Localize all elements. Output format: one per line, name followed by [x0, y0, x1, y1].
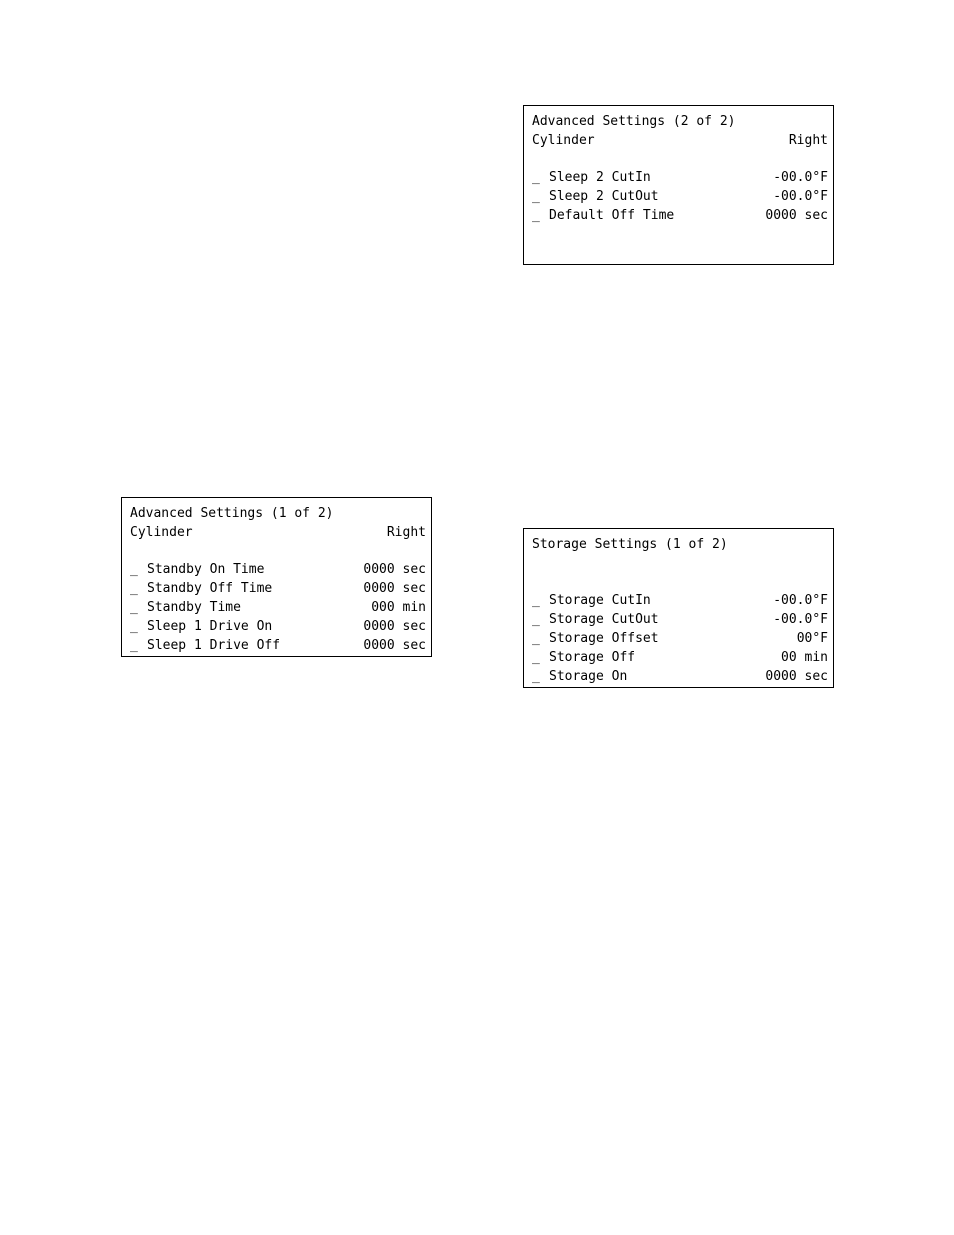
- cursor-marker: _: [532, 650, 540, 665]
- setting-label: Standby Off Time: [147, 581, 273, 596]
- side-value[interactable]: Right: [788, 133, 828, 148]
- setting-value[interactable]: 0000 sec: [363, 619, 426, 634]
- setting-value[interactable]: -00.0°F: [773, 170, 828, 185]
- setting-value[interactable]: 0000 sec: [765, 669, 828, 684]
- setting-row-storage-cutin[interactable]: [532, 591, 828, 610]
- panel-title: Advanced Settings (1 of 2): [130, 506, 334, 521]
- setting-value[interactable]: 00°F: [796, 631, 828, 646]
- setting-label: Sleep 1 Drive On: [147, 619, 273, 634]
- setting-row-storage-off[interactable]: [532, 648, 828, 667]
- setting-row-standby-on-time[interactable]: [130, 560, 426, 579]
- setting-value[interactable]: 00 min: [781, 650, 828, 665]
- setting-row-default-off-time[interactable]: [532, 206, 828, 225]
- advanced-settings-1-panel: [121, 497, 432, 657]
- cylinder-label: Cylinder: [130, 525, 193, 540]
- setting-label: Storage CutIn: [549, 593, 651, 608]
- setting-row-standby-off-time[interactable]: [130, 579, 426, 598]
- cursor-marker: _: [130, 562, 138, 577]
- setting-value[interactable]: 0000 sec: [363, 581, 426, 596]
- cursor-marker: _: [130, 619, 138, 634]
- cursor-marker: _: [532, 189, 540, 204]
- setting-value[interactable]: 0000 sec: [363, 638, 426, 653]
- storage-settings-panel: [523, 528, 834, 688]
- setting-label: Standby On Time: [147, 562, 265, 577]
- setting-label: Sleep 2 CutOut: [549, 189, 659, 204]
- setting-row-storage-cutout[interactable]: [532, 610, 828, 629]
- setting-label: Standby Time: [147, 600, 241, 615]
- setting-label: Sleep 1 Drive Off: [147, 638, 281, 653]
- panel-subheader: [532, 131, 828, 150]
- cursor-marker: _: [532, 631, 540, 646]
- setting-label: Storage Offset: [549, 631, 659, 646]
- cursor-marker: _: [532, 593, 540, 608]
- setting-row-standby-time[interactable]: [130, 598, 426, 617]
- setting-value[interactable]: 0000 sec: [363, 562, 426, 577]
- setting-row-storage-on[interactable]: [532, 667, 828, 686]
- setting-row-sleep-2-cutout[interactable]: [532, 187, 828, 206]
- side-value[interactable]: Right: [386, 525, 426, 540]
- setting-label: Default Off Time: [549, 208, 675, 223]
- cursor-marker: _: [532, 208, 540, 223]
- setting-value[interactable]: 000 min: [371, 600, 426, 615]
- setting-value[interactable]: -00.0°F: [773, 593, 828, 608]
- setting-row-sleep-1-drive-off[interactable]: [130, 636, 426, 655]
- setting-value[interactable]: -00.0°F: [773, 189, 828, 204]
- setting-row-storage-offset[interactable]: [532, 629, 828, 648]
- setting-row-sleep-2-cutin[interactable]: [532, 168, 828, 187]
- setting-value[interactable]: -00.0°F: [773, 612, 828, 627]
- setting-row-sleep-1-drive-on[interactable]: [130, 617, 426, 636]
- cursor-marker: _: [130, 600, 138, 615]
- cylinder-label: Cylinder: [532, 133, 595, 148]
- setting-label: Storage CutOut: [549, 612, 659, 627]
- setting-label: Storage Off: [549, 650, 636, 665]
- panel-subheader: [130, 523, 426, 542]
- cursor-marker: _: [532, 669, 540, 684]
- panel-title: Storage Settings (1 of 2): [532, 537, 728, 552]
- setting-value[interactable]: 0000 sec: [765, 208, 828, 223]
- advanced-settings-2-panel: [523, 105, 834, 265]
- cursor-marker: _: [130, 581, 138, 596]
- panel-title: Advanced Settings (2 of 2): [532, 114, 736, 129]
- cursor-marker: _: [130, 638, 138, 653]
- setting-label: Sleep 2 CutIn: [549, 170, 651, 185]
- cursor-marker: _: [532, 612, 540, 627]
- setting-label: Storage On: [549, 669, 628, 684]
- cursor-marker: _: [532, 170, 540, 185]
